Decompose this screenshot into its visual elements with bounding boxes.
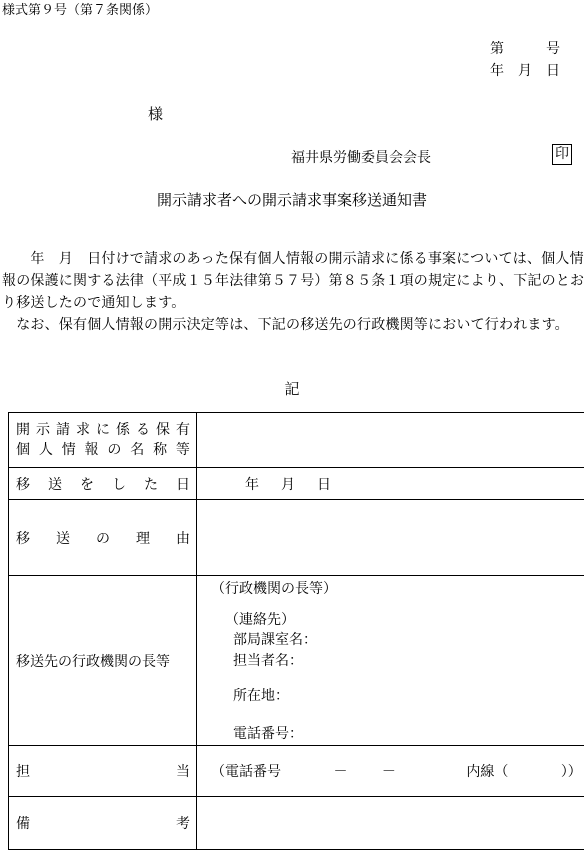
table-row-person-in-charge [9, 746, 584, 797]
destination-head-title: （行政機関の長等） [211, 578, 337, 598]
contact-heading: （連絡先） [225, 609, 295, 629]
value-remarks[interactable] [197, 797, 584, 850]
table-row-destination-head [9, 576, 584, 746]
value-destination-head[interactable] [197, 576, 584, 746]
notice-body [2, 248, 584, 336]
department-field: 部局課室名： [233, 629, 317, 649]
label-destination-head: 移送先の行政機関の長等 [9, 576, 197, 746]
label-remarks: 備 考 [9, 797, 197, 850]
table-row-remarks [9, 797, 584, 850]
person-in-charge-field: 担当者名： [233, 650, 303, 670]
label-transfer-reason: 移 送 の 理 由 [9, 500, 197, 576]
body-paragraph-1: 年 月 日付けで請求のあった保有個人情報の開示請求に係る事案については、個人情報の保護に関する法律（平成１５年法律第５７号）第８５条１項の規定により、下記のとおり移送したので通知します。 [2, 248, 584, 314]
phone-number-field: 電話番号： [233, 723, 303, 743]
table-row-transfer-date [9, 468, 584, 500]
label-personal-info-name [9, 413, 197, 468]
document-number: 第 号 [490, 38, 560, 58]
value-transfer-date[interactable]: 年 月 日 [197, 468, 584, 500]
ki-heading: 記 [0, 378, 584, 399]
label-person-in-charge: 担 当 [9, 746, 197, 797]
document-date: 年 月 日 [490, 60, 560, 80]
transfer-info-table [8, 412, 584, 850]
value-transfer-reason[interactable] [197, 500, 584, 576]
document-title: 開示請求者への開示請求事案移送通知書 [0, 189, 584, 210]
table-row-personal-info-name [9, 413, 584, 468]
addressee-suffix: 様 [148, 103, 163, 124]
value-personal-info-name[interactable] [197, 413, 584, 468]
body-paragraph-2: なお、保有個人情報の開示決定等は、下記の移送先の行政機関等において行われます。 [2, 314, 584, 336]
label-line-2: 個 人 情 報 の 名 称 等 [16, 440, 190, 460]
address-field: 所在地： [233, 685, 289, 705]
table-row-transfer-reason [9, 500, 584, 576]
sender-name: 福井県労働委員会会長 [291, 147, 431, 167]
label-line-1: 開 示 請 求 に 係 る 保 有 [16, 420, 190, 440]
label-transfer-date: 移 送 を し た 日 [9, 468, 197, 500]
seal-box: 印 [552, 144, 572, 165]
form-number: 様式第９号（第７条関係） [2, 0, 158, 18]
value-person-in-charge-phone[interactable]: （電話番号 － － 内線（ ）） [197, 746, 584, 797]
